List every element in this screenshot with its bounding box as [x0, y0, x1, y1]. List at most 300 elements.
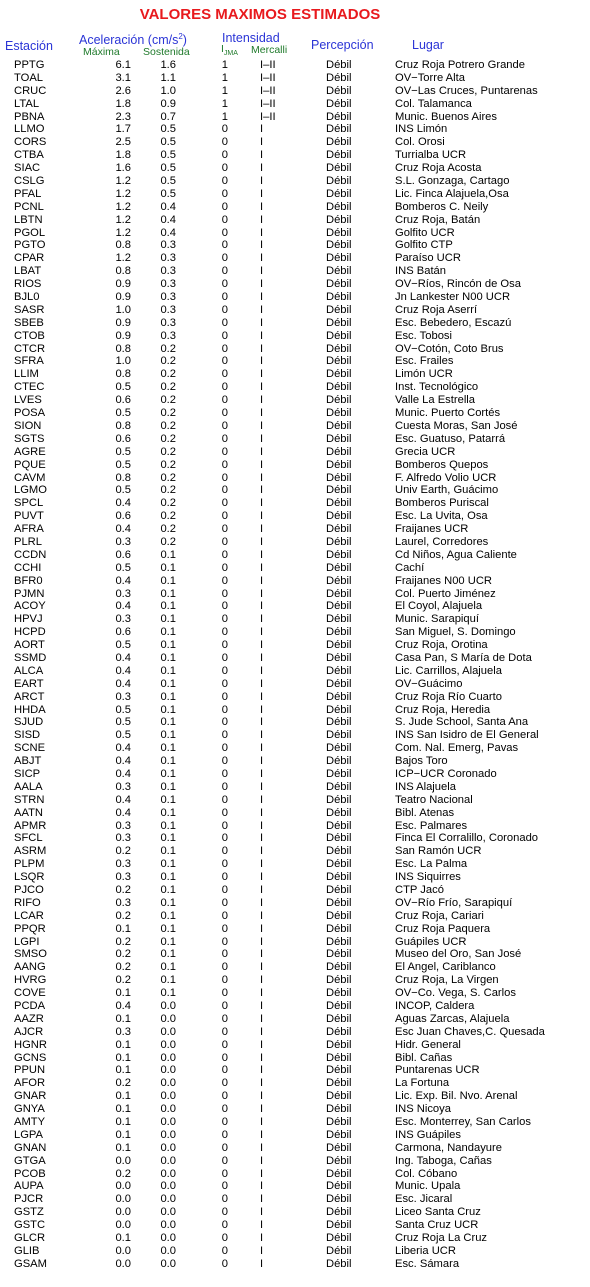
cell-place: Golfito CTP [395, 239, 453, 252]
cell-station-code: AFOR [14, 1077, 46, 1090]
cell-station-code: PJMN [14, 587, 45, 600]
cell-mercalli: I [260, 162, 264, 175]
cell-ijma: 0 [221, 419, 228, 432]
cell-ijma: 0 [221, 767, 228, 780]
cell-max-accel: 0.4 [115, 523, 131, 536]
cell-perception: Débil [326, 84, 352, 97]
table-row [0, 188, 590, 201]
table-row [0, 85, 590, 98]
cell-ijma: 0 [221, 1232, 228, 1245]
cell-sustained-accel: 0.2 [160, 535, 176, 548]
cell-place: S.L. Gonzaga, Cartago [395, 175, 510, 188]
cell-perception: Débil [326, 368, 352, 381]
cell-sustained-accel: 0.1 [160, 858, 176, 871]
header-aceleracion-text: Aceleración (cm/s [79, 33, 179, 48]
cell-perception: Débil [326, 445, 352, 458]
cell-sustained-accel: 0.1 [160, 884, 176, 896]
cell-sustained-accel: 0.1 [160, 961, 176, 974]
cell-max-accel: 0.2 [115, 845, 131, 858]
cell-place: Turrialba UCR [395, 149, 467, 162]
cell-max-accel: 0.1 [115, 1064, 131, 1077]
cell-station-code: AUPA [14, 1180, 44, 1193]
cell-station-code: AANG [14, 961, 46, 974]
cell-station-code: LLIM [14, 368, 39, 381]
cell-mercalli: I [260, 239, 264, 252]
cell-ijma: 0 [221, 149, 228, 162]
cell-sustained-accel: 0.2 [160, 407, 176, 420]
cell-sustained-accel: 0.3 [160, 303, 176, 316]
cell-mercalli: I [260, 896, 264, 909]
cell-perception: Débil [326, 1141, 352, 1154]
cell-mercalli: I [260, 1116, 264, 1129]
cell-station-code: PQUE [14, 458, 46, 471]
cell-place: OV−Guácimo [395, 677, 463, 690]
cell-station-code: PCOB [14, 1167, 46, 1180]
cell-place: Esc. Palmares [395, 819, 468, 832]
cell-station-code: LLMO [14, 123, 45, 136]
cell-ijma: 0 [221, 1000, 228, 1013]
cell-max-accel: 0.4 [115, 806, 131, 819]
cell-station-code: CSLG [14, 175, 45, 188]
cell-perception: Débil [326, 587, 352, 600]
cell-sustained-accel: 0.1 [160, 742, 176, 755]
table-row [0, 562, 590, 575]
cell-perception: Débil [326, 110, 352, 123]
cell-max-accel: 0.4 [115, 793, 131, 806]
cell-station-code: RIOS [14, 278, 42, 291]
cell-max-accel: 0.6 [115, 548, 131, 561]
table-row [0, 149, 590, 162]
cell-ijma: 0 [221, 175, 228, 188]
cell-perception: Débil [326, 1167, 352, 1180]
cell-perception: Débil [326, 265, 352, 278]
cell-perception: Débil [326, 1025, 352, 1038]
cell-mercalli: I [260, 935, 264, 948]
cell-mercalli: I [260, 497, 264, 510]
cell-perception: Débil [326, 59, 352, 71]
cell-sustained-accel: 0.1 [160, 690, 176, 703]
cell-place: Cruz Roja Paquera [395, 922, 491, 935]
table-row [0, 1258, 590, 1271]
cell-sustained-accel: 0.2 [160, 419, 176, 432]
table-row [0, 523, 590, 536]
cell-sustained-accel: 0.1 [160, 871, 176, 884]
table-row [0, 123, 590, 136]
cell-station-code: HHDA [14, 703, 46, 716]
cell-ijma: 0 [221, 961, 228, 974]
cell-ijma: 0 [221, 755, 228, 768]
table-row [0, 691, 590, 704]
table-row [0, 98, 590, 111]
cell-place: ICP−UCR Coronado [395, 767, 497, 780]
cell-place: Cruz Roja Río Cuarto [395, 690, 502, 703]
cell-max-accel: 0.8 [115, 368, 131, 381]
cell-station-code: ARCT [14, 690, 45, 703]
cell-mercalli: I [260, 587, 264, 600]
cell-station-code: PPQR [14, 922, 46, 935]
cell-place: F. Alfredo Volio UCR [395, 471, 497, 484]
cell-place: El Angel, Cariblanco [395, 961, 496, 974]
cell-sustained-accel: 0.5 [160, 149, 176, 162]
table-row [0, 355, 590, 368]
table-row [0, 716, 590, 729]
cell-place: Lic. Exp. Bil. Nvo. Arenal [395, 1090, 518, 1103]
cell-ijma: 0 [221, 1103, 228, 1116]
cell-sustained-accel: 0.1 [160, 832, 176, 845]
cell-sustained-accel: 0.0 [160, 1232, 176, 1245]
table-row [0, 807, 590, 820]
cell-place: Cruz Roja Potrero Grande [395, 59, 525, 71]
cell-mercalli: I [260, 278, 264, 291]
cell-mercalli: I [260, 381, 264, 394]
table-row [0, 484, 590, 497]
cell-max-accel: 0.5 [115, 639, 131, 652]
cell-station-code: LBAT [14, 265, 42, 278]
cell-station-code: ASRM [14, 845, 47, 858]
cell-ijma: 0 [221, 200, 228, 213]
cell-place: Esc. Guatuso, Patarrá [395, 432, 506, 445]
cell-mercalli: I [260, 845, 264, 858]
cell-mercalli: I [260, 1000, 264, 1013]
header-percepcion: Percepción [311, 38, 374, 52]
cell-ijma: 0 [221, 303, 228, 316]
cell-sustained-accel: 0.2 [160, 432, 176, 445]
cell-sustained-accel: 0.1 [160, 626, 176, 639]
cell-ijma: 0 [221, 922, 228, 935]
cell-sustained-accel: 0.0 [160, 1154, 176, 1167]
cell-station-code: LGPA [14, 1128, 44, 1141]
cell-station-code: CTOB [14, 329, 45, 342]
cell-ijma: 1 [221, 59, 228, 71]
cell-mercalli: I [260, 175, 264, 188]
cell-mercalli: I [260, 1012, 264, 1025]
cell-perception: Débil [326, 626, 352, 639]
cell-station-code: GTGA [14, 1154, 46, 1167]
cell-mercalli: I [260, 922, 264, 935]
cell-station-code: BJL0 [14, 291, 40, 304]
cell-ijma: 0 [221, 1038, 228, 1051]
cell-mercalli: I [260, 974, 264, 987]
cell-station-code: STRN [14, 793, 45, 806]
cell-sustained-accel: 0.1 [160, 819, 176, 832]
cell-station-code: LSQR [14, 871, 45, 884]
cell-ijma: 0 [221, 329, 228, 342]
cell-station-code: GCNS [14, 1051, 47, 1064]
cell-max-accel: 1.2 [115, 252, 131, 265]
cell-mercalli: I [260, 742, 264, 755]
cell-max-accel: 0.2 [115, 935, 131, 948]
cell-mercalli: I [260, 600, 264, 613]
cell-max-accel: 0.3 [115, 819, 131, 832]
cell-perception: Débil [326, 1064, 352, 1077]
cell-station-code: CTCR [14, 342, 46, 355]
table-row [0, 1052, 590, 1065]
cell-sustained-accel: 0.0 [160, 1077, 176, 1090]
cell-perception: Débil [326, 832, 352, 845]
table-row [0, 1103, 590, 1116]
cell-perception: Débil [326, 291, 352, 304]
cell-mercalli: I [260, 1077, 264, 1090]
cell-max-accel: 0.0 [115, 1244, 131, 1257]
cell-ijma: 0 [221, 677, 228, 690]
cell-max-accel: 0.4 [115, 1000, 131, 1013]
cell-perception: Débil [326, 651, 352, 664]
cell-ijma: 0 [221, 239, 228, 252]
table-row [0, 201, 590, 214]
table-row [0, 1232, 590, 1245]
cell-ijma: 0 [221, 896, 228, 909]
cell-max-accel: 0.0 [115, 1257, 131, 1270]
cell-station-code: GNAR [14, 1090, 47, 1103]
cell-perception: Débil [326, 819, 352, 832]
cell-sustained-accel: 0.1 [160, 613, 176, 626]
cell-perception: Débil [326, 1077, 352, 1090]
cell-station-code: SGTS [14, 432, 45, 445]
table-row [0, 858, 590, 871]
cell-station-code: GNYA [14, 1103, 45, 1116]
cell-sustained-accel: 0.1 [160, 703, 176, 716]
cell-place: Ing. Taboga, Cañas [395, 1154, 492, 1167]
cell-station-code: AATN [14, 806, 44, 819]
cell-max-accel: 0.0 [115, 1206, 131, 1219]
cell-perception: Débil [326, 316, 352, 329]
table-row [0, 910, 590, 923]
cell-station-code: LCAR [14, 909, 44, 922]
cell-ijma: 0 [221, 548, 228, 561]
cell-perception: Débil [326, 1193, 352, 1206]
cell-place: Esc. Frailes [395, 355, 454, 368]
cell-station-code: PPUN [14, 1064, 46, 1077]
cell-mercalli: I [260, 355, 264, 368]
cell-place: Esc. La Uvita, Osa [395, 510, 488, 523]
cell-station-code: HPVJ [14, 613, 43, 626]
table-row [0, 1206, 590, 1219]
cell-station-code: GLIB [14, 1244, 40, 1257]
cell-mercalli: I [260, 471, 264, 484]
cell-max-accel: 1.2 [115, 226, 131, 239]
cell-station-code: ALCA [14, 664, 44, 677]
cell-place: Valle La Estrella [395, 394, 476, 407]
subheader-sostenida: Sostenida [143, 46, 190, 58]
cell-perception: Débil [326, 278, 352, 291]
cell-station-code: PJCO [14, 884, 44, 896]
cell-mercalli: I [260, 1103, 264, 1116]
cell-station-code: BFR0 [14, 574, 43, 587]
cell-place: Cruz Roja La Cruz [395, 1232, 488, 1245]
cell-perception: Débil [326, 432, 352, 445]
cell-sustained-accel: 0.1 [160, 845, 176, 858]
cell-station-code: AAZR [14, 1012, 44, 1025]
subheader-maxima: Máxima [83, 46, 120, 58]
cell-ijma: 0 [221, 1012, 228, 1025]
cell-place: Aguas Zarcas, Alajuela [395, 1012, 510, 1025]
cell-mercalli: I [260, 1025, 264, 1038]
cell-ijma: 0 [221, 445, 228, 458]
cell-sustained-accel: 0.1 [160, 909, 176, 922]
cell-max-accel: 0.1 [115, 987, 131, 1000]
cell-ijma: 0 [221, 535, 228, 548]
cell-station-code: SPCL [14, 497, 44, 510]
cell-station-code: PJCR [14, 1193, 44, 1206]
cell-max-accel: 0.5 [115, 458, 131, 471]
cell-place: Cachí [395, 561, 425, 574]
cell-max-accel: 0.3 [115, 780, 131, 793]
cell-station-code: HGNR [14, 1038, 47, 1051]
cell-place: El Coyol, Alajuela [395, 600, 483, 613]
cell-station-code: RIFO [14, 896, 41, 909]
cell-max-accel: 2.3 [115, 110, 131, 123]
cell-mercalli: I [260, 200, 264, 213]
cell-station-code: SCNE [14, 742, 46, 755]
cell-perception: Débil [326, 922, 352, 935]
cell-mercalli: I [260, 316, 264, 329]
cell-place: Finca El Corralillo, Coronado [395, 832, 539, 845]
cell-ijma: 0 [221, 729, 228, 742]
table-row [0, 820, 590, 833]
cell-max-accel: 1.7 [115, 123, 131, 136]
page-title: VALORES MAXIMOS ESTIMADOS [139, 6, 381, 23]
cell-ijma: 0 [221, 484, 228, 497]
cell-max-accel: 0.0 [115, 1219, 131, 1232]
cell-max-accel: 0.0 [115, 1154, 131, 1167]
cell-sustained-accel: 0.0 [160, 1000, 176, 1013]
cell-perception: Débil [326, 548, 352, 561]
table-row [0, 407, 590, 420]
cell-ijma: 0 [221, 884, 228, 896]
cell-perception: Débil [326, 200, 352, 213]
cell-mercalli: I [260, 574, 264, 587]
cell-max-accel: 0.3 [115, 871, 131, 884]
cell-sustained-accel: 0.2 [160, 342, 176, 355]
cell-place: Esc. Tobosi [395, 329, 453, 342]
cell-place: Jn Lankester N00 UCR [395, 291, 511, 304]
table-row [0, 768, 590, 781]
cell-place: San Miguel, S. Domingo [395, 626, 516, 639]
cell-place: Col. Cóbano [395, 1167, 458, 1180]
cell-perception: Débil [326, 806, 352, 819]
cell-perception: Débil [326, 793, 352, 806]
cell-sustained-accel: 0.0 [160, 1116, 176, 1129]
cell-ijma: 0 [221, 1193, 228, 1206]
cell-station-code: SISD [14, 729, 41, 742]
cell-station-code: GSAM [14, 1257, 47, 1270]
cell-perception: Débil [326, 381, 352, 394]
table-row [0, 1155, 590, 1168]
cell-mercalli: I [260, 265, 264, 278]
cell-place: Carmona, Nandayure [395, 1141, 502, 1154]
cell-perception: Débil [326, 1219, 352, 1232]
cell-mercalli: I [260, 136, 264, 149]
table-row [0, 1077, 590, 1090]
cell-perception: Débil [326, 1232, 352, 1245]
cell-sustained-accel: 0.9 [160, 97, 176, 110]
cell-ijma: 0 [221, 1090, 228, 1103]
cell-max-accel: 0.2 [115, 884, 131, 896]
cell-perception: Débil [326, 1116, 352, 1129]
cell-sustained-accel: 0.1 [160, 922, 176, 935]
table-row [0, 652, 590, 665]
cell-perception: Débil [326, 884, 352, 896]
cell-max-accel: 0.1 [115, 1128, 131, 1141]
table-row [0, 304, 590, 317]
cell-perception: Débil [326, 162, 352, 175]
cell-max-accel: 0.0 [115, 1180, 131, 1193]
cell-max-accel: 0.0 [115, 1193, 131, 1206]
cell-mercalli: I [260, 767, 264, 780]
table-row [0, 987, 590, 1000]
cell-perception: Débil [326, 510, 352, 523]
cell-perception: Débil [326, 239, 352, 252]
cell-ijma: 0 [221, 1154, 228, 1167]
cell-place: OV−Torre Alta [395, 71, 465, 84]
cell-ijma: 0 [221, 226, 228, 239]
cell-station-code: LGPI [14, 935, 40, 948]
cell-ijma: 0 [221, 819, 228, 832]
cell-mercalli: I–II [260, 84, 276, 97]
cell-station-code: CTEC [14, 381, 45, 394]
cell-mercalli: I [260, 561, 264, 574]
cell-sustained-accel: 0.0 [160, 1103, 176, 1116]
cell-station-code: ACOY [14, 600, 46, 613]
cell-perception: Débil [326, 1051, 352, 1064]
cell-perception: Débil [326, 1154, 352, 1167]
cell-place: Grecia UCR [395, 445, 456, 458]
cell-mercalli: I [260, 523, 264, 536]
cell-station-code: PGTO [14, 239, 46, 252]
cell-ijma: 0 [221, 368, 228, 381]
cell-mercalli: I [260, 626, 264, 639]
cell-max-accel: 0.2 [115, 961, 131, 974]
cell-sustained-accel: 0.5 [160, 136, 176, 149]
cell-place: Esc. La Palma [395, 858, 468, 871]
cell-sustained-accel: 0.3 [160, 316, 176, 329]
cell-station-code: ABJT [14, 755, 42, 768]
cell-perception: Débil [326, 1206, 352, 1219]
cell-ijma: 0 [221, 948, 228, 961]
cell-perception: Débil [326, 742, 352, 755]
cell-ijma: 1 [221, 110, 228, 123]
cell-sustained-accel: 0.0 [160, 1193, 176, 1206]
cell-sustained-accel: 0.1 [160, 780, 176, 793]
cell-max-accel: 0.9 [115, 278, 131, 291]
table-row [0, 433, 590, 446]
cell-place: OV−Ríos, Rincón de Osa [395, 278, 521, 291]
cell-place: Limón UCR [395, 368, 453, 381]
cell-place: INS Nicoya [395, 1103, 451, 1116]
cell-max-accel: 0.1 [115, 922, 131, 935]
cell-station-code: SICP [14, 767, 41, 780]
cell-perception: Débil [326, 871, 352, 884]
cell-place: Bajos Toro [395, 755, 448, 768]
cell-place: Lic. Finca Alajuela,Osa [395, 187, 509, 200]
cell-sustained-accel: 0.0 [160, 1012, 176, 1025]
cell-mercalli: I [260, 252, 264, 265]
cell-perception: Débil [326, 187, 352, 200]
cell-perception: Débil [326, 1128, 352, 1141]
cell-mercalli: I [260, 394, 264, 407]
table-row [0, 742, 590, 755]
cell-max-accel: 0.1 [115, 1051, 131, 1064]
cell-ijma: 0 [221, 1116, 228, 1129]
cell-sustained-accel: 0.1 [160, 716, 176, 729]
table-row [0, 239, 590, 252]
cell-mercalli: I [260, 1141, 264, 1154]
cell-max-accel: 0.3 [115, 896, 131, 909]
cell-ijma: 0 [221, 394, 228, 407]
cell-mercalli: I [260, 1180, 264, 1193]
cell-place: Liceo Santa Cruz [395, 1206, 481, 1219]
cell-mercalli: I [260, 664, 264, 677]
